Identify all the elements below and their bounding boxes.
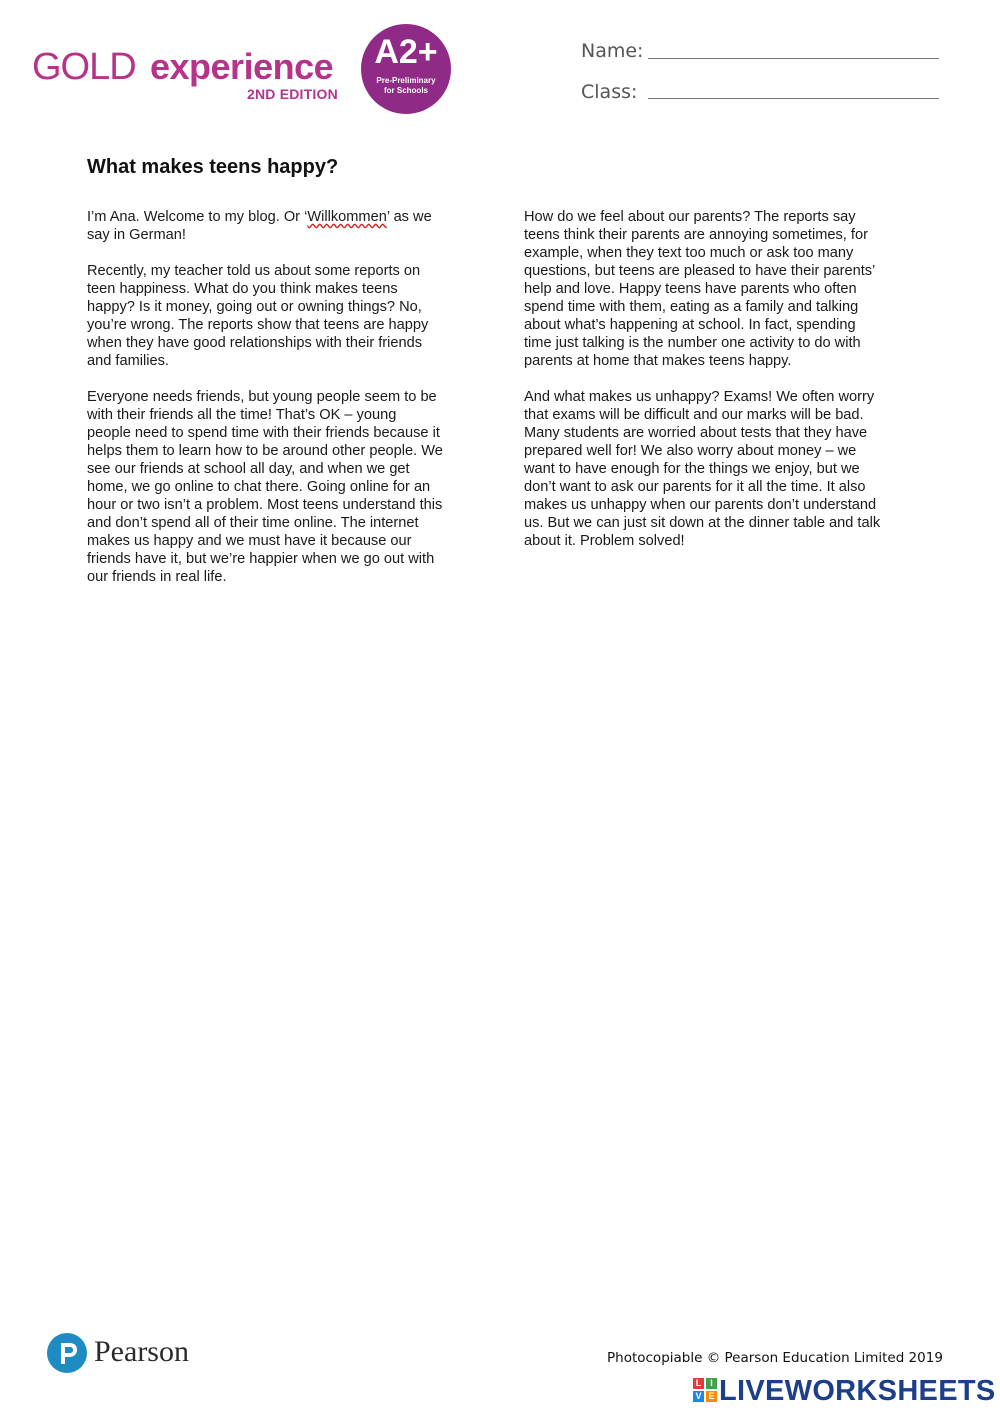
pearson-p-icon <box>46 1331 88 1375</box>
level-label: A2+ <box>374 33 438 71</box>
liveworksheets-wordmark: LIVEWORKSHEETS <box>719 1375 996 1407</box>
paragraph-parents: How do we feel about our parents? The reports say teens think their parents are annoying sometimes, for example, when they text too much or ask too many questions, but teens are pleased to have their parents’ help and love. Happy teens have parents who often spend time with them, eating as a family and talking about what’s happening at school. In fact, spending time just talking is the number one activity to do with parents at home that makes teens happy. <box>524 209 876 369</box>
gold-experience-logo <box>32 24 462 116</box>
paragraph-intro: I’m Ana. Welcome to my blog. Or ‘Willkommen’ as we say in German! <box>87 209 432 243</box>
article-left-column <box>87 208 482 604</box>
article-right-column <box>524 208 919 568</box>
pearson-wordmark: Pearson <box>94 1335 189 1368</box>
liveworksheets-icon: L I V E <box>693 1378 717 1402</box>
page-title: What makes teens happy? <box>87 156 339 178</box>
paragraph-reports: Recently, my teacher told us about some reports on teen happiness. What do you think makes teens happy? Is it money, going out or owning things? No, you’re wrong. The reports show that teens are happy when they have good relationships with their friends and families. <box>87 263 429 369</box>
level-sub-label-2: for Schools <box>383 86 428 95</box>
class-label: Class: <box>581 81 638 103</box>
spellcheck-word: Willkommen <box>307 209 387 225</box>
name-field[interactable] <box>648 58 939 59</box>
liveworksheets-logo[interactable] <box>693 1375 996 1407</box>
pearson-logo <box>46 1331 206 1377</box>
name-label: Name: <box>581 40 644 62</box>
logo-gold-text: GOLD <box>32 46 136 88</box>
class-field[interactable] <box>648 98 939 99</box>
paragraph-friends: Everyone needs friends, but young people seem to be with their friends all the time! That’s OK – young people need to spend time with their friends because it helps them to learn how to be around other people. We see our friends at school all day, and when we get home, we go online to chat there. Going online for an hour or two isn’t a problem. Most teens understand this and don’t spend all of their time online. The internet makes us happy and we must have it because our friends have it, but we’re happier when we go out with our friends in real life. <box>87 389 443 585</box>
logo-edition-text: 2ND EDITION <box>247 86 338 102</box>
copyright-text: Photocopiable © Pearson Education Limited 2019 <box>607 1350 943 1366</box>
logo-experience-text: experience <box>150 46 334 87</box>
paragraph-unhappy: And what makes us unhappy? Exams! We often worry that exams will be difficult and our marks will be bad. Many students are worried about tests that they have prepared well for! We also worry about money – we want to have enough for the things we enjoy, but we don’t want to ask our parents for it all the time. It also makes us unhappy when our parents don’t understand us. But we can just sit down at the dinner table and talk about it. Problem solved! <box>524 389 881 549</box>
level-badge <box>361 24 451 114</box>
level-sub-label-1: Pre-Preliminary <box>376 76 436 85</box>
